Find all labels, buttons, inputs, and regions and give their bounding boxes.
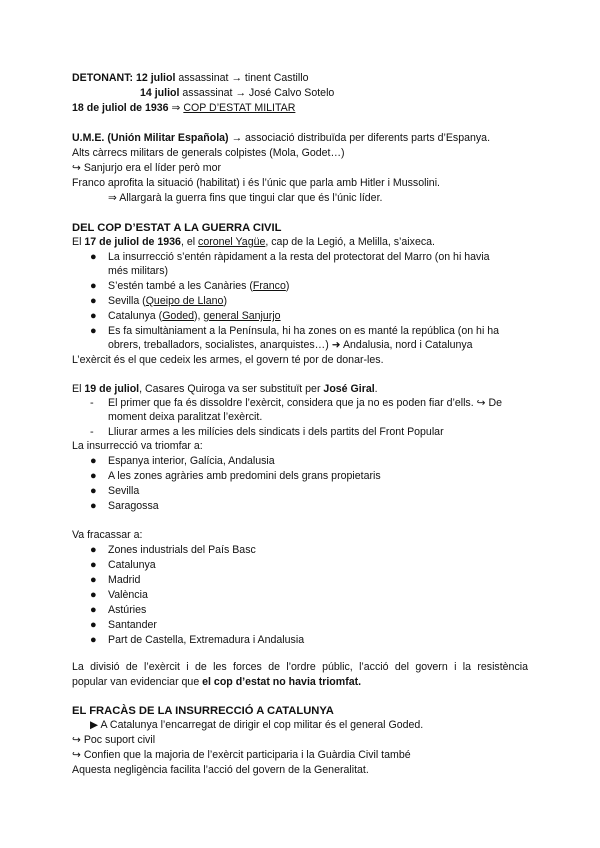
fracas-item: Part de Castella, Extremadura i Andalusia (108, 634, 305, 646)
juliol19-b: , Casares Quiroga va ser substituït per (139, 383, 324, 395)
ume-line-5: ⇒ Allargarà la guerra fins que tingui clar que és l’únic líder. (108, 192, 383, 204)
divisio-line-1: La divisió de l’exèrcit i de les forces de l’ordre públic, l’acció del govern i la resistència (72, 661, 528, 673)
cop-bullet-3 (108, 294, 227, 308)
juliol19-dash-1-line-2: moment deixa paralitzat l’exèrcit. (108, 411, 263, 423)
cop-b4-b: ), (194, 310, 204, 322)
detonant-line-1 (72, 71, 309, 85)
dash: - (90, 397, 94, 409)
juliol19-dash-2: Lliurar armes a les milícies dels sindicats i dels partits del Front Popular (108, 426, 444, 438)
bullet: ● (90, 619, 97, 631)
divisio-l2-b: el cop d’estat no havia triomfat. (202, 676, 362, 688)
fracas-item: Zones industrials del País Basc (108, 544, 256, 556)
triomf-title: La insurrecció va triomfar a: (72, 440, 203, 452)
bullet: ● (90, 589, 97, 601)
triomf-item: Saragossa (108, 500, 159, 512)
cop-bullet-5-line-1: Es fa simultàniament a la Península, hi ha zones on es manté la república (on hi ha (108, 325, 500, 337)
section-heading-catalunya: EL FRACÀS DE LA INSURRECCIÓ A CATALUNYA (72, 705, 334, 717)
section-heading-cop: DEL COP D’ESTAT A LA GUERRA CIVIL (72, 222, 282, 234)
bullet: ● (90, 280, 97, 292)
triomf-item: A les zones agràries amb predomini dels grans propietaris (108, 470, 381, 482)
fracas-title: Va fracassar a: (72, 529, 143, 541)
detonant-line-3 (72, 101, 295, 115)
cop-intro (72, 235, 435, 249)
cop-intro-a: El (72, 236, 85, 248)
cop-b3-a: Sevilla ( (108, 295, 146, 307)
fracas-item: Santander (108, 619, 157, 631)
detonant-date-1: 12 juliol (135, 72, 176, 84)
ume-line-4: Franco aprofita la situació (habilitat) i és l’únic que parla amb Hitler i Mussolini. (72, 177, 440, 189)
cop-bullet-1-line-2: més militars) (108, 265, 169, 277)
juliol19-name: José Giral (323, 383, 375, 395)
bullet: ● (90, 325, 97, 337)
triomf-item: Espanya interior, Galícia, Andalusia (108, 455, 275, 467)
divisio-l2-a: popular van evidenciar que (72, 676, 203, 688)
detonant-arrow-3: ⇒ (168, 102, 184, 114)
fracas-item: Astúries (108, 604, 147, 616)
cop-bullet-2 (108, 279, 289, 293)
bullet: ● (90, 574, 97, 586)
detonant-date-3: 18 de juliol de 1936 (72, 102, 169, 114)
cop-b2-a: S’estén també a les Canàries ( (108, 280, 253, 292)
bullet: ● (90, 544, 97, 556)
detonant-text-3: COP D’ESTAT MILITAR (183, 102, 296, 114)
cop-b2-link: Franco (252, 280, 286, 292)
bullet: ● (90, 485, 97, 497)
ume-line-2: Alts càrrecs militars de generals colpistes (Mola, Godet…) (72, 147, 345, 159)
cop-intro-c: , cap de la Legió, a Melilla, s’aixeca. (265, 236, 435, 248)
bullet: ● (90, 295, 97, 307)
catalunya-line-2: ↪ Poc suport civil (72, 734, 156, 746)
catalunya-line-1: ▶ A Catalunya l’encarregat de dirigir el cop militar és el general Goded. (90, 719, 424, 731)
catalunya-line-4: Aquesta negligència facilita l’acció del govern de la Generalitat. (72, 764, 369, 776)
dash: - (90, 426, 94, 438)
detonant-label: DETONANT: (72, 72, 134, 84)
cop-b4-a: Catalunya ( (108, 310, 163, 322)
ume-line-3: ↪ Sanjurjo era el líder però mor (72, 162, 222, 174)
bullet: ● (90, 455, 97, 467)
cop-bullet-4 (108, 309, 281, 323)
cop-b3-link: Queipo de Llano (145, 295, 224, 307)
cop-bullet-5-line-2: obrers, treballadors, socialistes, anarquistes…) ➜ Andalusia, nord i Catalunya (108, 339, 473, 351)
cop-b2-b: ) (285, 280, 290, 292)
cop-intro-b: , el (180, 236, 199, 248)
ume-line-1-rest: → associació distribuïda per diferents parts d’Espanya. (228, 132, 491, 144)
bullet: ● (90, 604, 97, 616)
cop-bullet-1-line-1: La insurrecció s’entén ràpidament a la resta del protectorat del Marro (on hi havia (108, 251, 490, 263)
detonant-line-2 (140, 86, 334, 100)
detonant-text-2: assassinat → José Calvo Sotelo (179, 87, 335, 99)
cop-after: L’exèrcit és el que cedeix les armes, el govern té por de donar-les. (72, 354, 384, 366)
fracas-item: València (108, 589, 148, 601)
cop-intro-link: coronel Yagüe (198, 236, 266, 248)
detonant-date-2: 14 juliol (140, 87, 180, 99)
bullet: ● (90, 500, 97, 512)
juliol19-intro (72, 382, 378, 396)
fracas-item: Madrid (108, 574, 141, 586)
cop-b3-b: ) (223, 295, 227, 307)
divisio-line-2 (72, 675, 361, 689)
bullet: ● (90, 634, 97, 646)
bullet: ● (90, 310, 97, 322)
detonant-text-1: assassinat → tinent Castillo (175, 72, 309, 84)
ume-title: U.M.E. (Unión Militar Española) (72, 132, 229, 144)
catalunya-line-3: ↪ Confien que la majoria de l’exèrcit participaria i la Guàrdia Civil també (72, 749, 411, 761)
juliol19-date: 19 de juliol (84, 383, 140, 395)
triomf-item: Sevilla (108, 485, 140, 497)
bullet: ● (90, 470, 97, 482)
juliol19-dash-1-line-1: El primer que fa és dissoldre l’exèrcit, considera que ja no es poden fiar d’ells. ↪ De (108, 397, 502, 409)
cop-b4-link-1: Goded (162, 310, 194, 322)
juliol19-c: . (374, 383, 378, 395)
bullet: ● (90, 251, 97, 263)
cop-intro-date: 17 de juliol de 1936 (84, 236, 181, 248)
cop-b4-link-2: general Sanjurjo (203, 310, 281, 322)
juliol19-a: El (72, 383, 85, 395)
fracas-item: Catalunya (108, 559, 156, 571)
ume-line-1 (72, 131, 490, 145)
bullet: ● (90, 559, 97, 571)
